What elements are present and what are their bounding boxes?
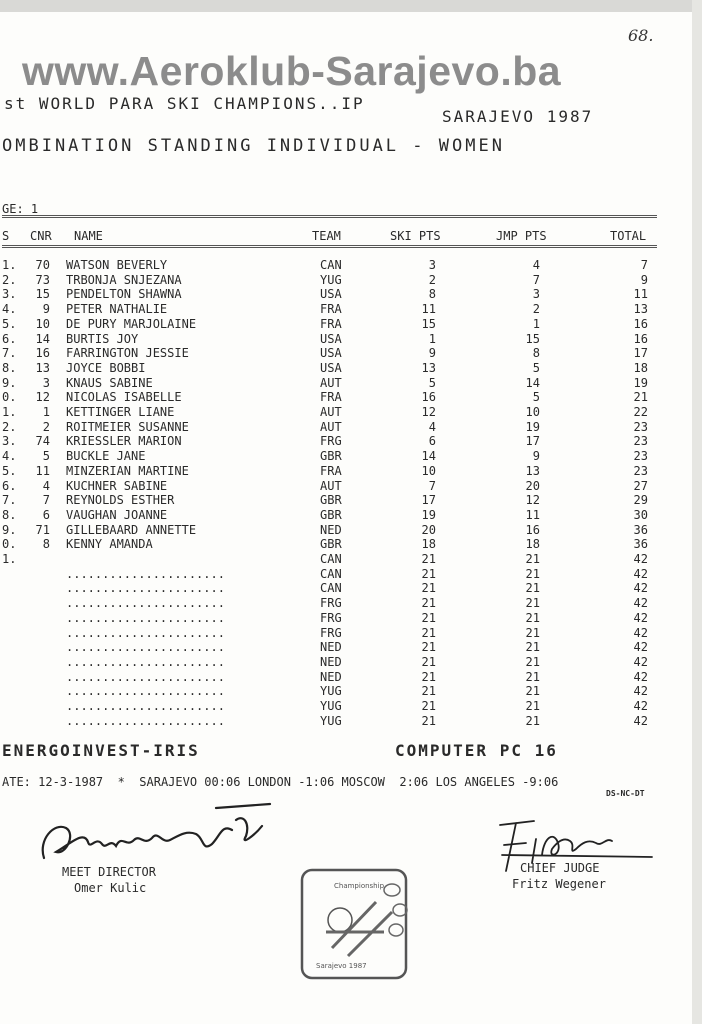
row-total: 36 bbox=[633, 537, 648, 552]
row-team: NED bbox=[320, 522, 342, 537]
rule-top bbox=[2, 215, 657, 218]
table-row bbox=[0, 655, 702, 670]
row-team: NED bbox=[320, 654, 342, 669]
col-header-pos: S bbox=[2, 229, 10, 243]
row-team: CAN bbox=[320, 552, 342, 566]
row-name: ...................... bbox=[66, 596, 225, 611]
row-jmp-pts: 21 bbox=[525, 699, 540, 713]
row-ski-pts: 9 bbox=[428, 346, 436, 361]
table-row bbox=[0, 287, 702, 302]
row-total: 21 bbox=[633, 390, 648, 405]
row-total: 19 bbox=[633, 375, 648, 390]
row-name: VAUGHAN JOANNE bbox=[66, 507, 168, 522]
row-pos: 4. bbox=[2, 302, 17, 317]
row-team: GBR bbox=[320, 507, 342, 522]
row-ski-pts: 19 bbox=[421, 507, 436, 522]
col-header-cnr: CNR bbox=[30, 229, 52, 243]
row-jmp-pts: 17 bbox=[525, 434, 540, 449]
row-pos: 3. bbox=[2, 434, 17, 449]
row-name: REYNOLDS ESTHER bbox=[66, 493, 175, 508]
row-total: 27 bbox=[633, 478, 648, 493]
row-pos: 6. bbox=[2, 478, 17, 493]
row-ski-pts: 14 bbox=[421, 449, 436, 464]
row-name: FARRINGTON JESSIE bbox=[66, 346, 189, 361]
row-team: YUG bbox=[320, 272, 342, 287]
table-row bbox=[0, 361, 702, 376]
row-ski-pts: 21 bbox=[421, 699, 436, 713]
meet-director-title: MEET DIRECTOR bbox=[62, 865, 156, 879]
row-jmp-pts: 21 bbox=[525, 640, 540, 655]
table-row bbox=[0, 390, 702, 405]
row-team: CAN bbox=[320, 581, 342, 596]
row-total: 16 bbox=[633, 331, 648, 346]
row-ski-pts: 13 bbox=[421, 360, 436, 375]
row-name: ...................... bbox=[66, 581, 225, 596]
row-total: 42 bbox=[633, 713, 648, 728]
row-cnr: 13 bbox=[35, 360, 50, 375]
row-ski-pts: 2 bbox=[428, 272, 436, 287]
row-name: GILLEBAARD ANNETTE bbox=[66, 522, 197, 537]
row-total: 9 bbox=[640, 272, 648, 287]
codes: DS-NC-DT bbox=[606, 789, 645, 798]
row-total: 23 bbox=[633, 434, 648, 449]
row-cnr: 14 bbox=[35, 331, 50, 346]
row-team: GBR bbox=[320, 493, 342, 508]
row-jmp-pts: 4 bbox=[532, 258, 540, 272]
row-total: 30 bbox=[633, 507, 648, 522]
row-pos: 1. bbox=[2, 552, 17, 566]
table-row bbox=[0, 640, 702, 655]
row-cnr: 9 bbox=[42, 302, 50, 317]
row-total: 7 bbox=[640, 258, 648, 272]
table-row bbox=[0, 434, 702, 449]
table-row bbox=[0, 670, 702, 685]
row-name: TRBONJA SNJEZANA bbox=[66, 272, 182, 287]
table-row bbox=[0, 699, 702, 714]
row-ski-pts: 3 bbox=[428, 258, 436, 272]
table-row bbox=[0, 581, 702, 596]
page-label: GE: 1 bbox=[2, 202, 39, 216]
row-ski-pts: 17 bbox=[421, 493, 436, 508]
footer-sponsor: ENERGOINVEST-IRIS bbox=[2, 741, 200, 760]
row-name: ...................... bbox=[66, 625, 225, 640]
row-ski-pts: 21 bbox=[421, 669, 436, 684]
row-team: FRG bbox=[320, 625, 342, 640]
row-team: FRG bbox=[320, 434, 342, 449]
row-cnr: 8 bbox=[42, 537, 50, 552]
row-cnr: 74 bbox=[35, 434, 50, 449]
col-header-total: TOTAL bbox=[610, 229, 647, 243]
row-jmp-pts: 21 bbox=[525, 684, 540, 699]
row-ski-pts: 20 bbox=[421, 522, 436, 537]
row-ski-pts: 18 bbox=[421, 537, 436, 552]
row-ski-pts: 21 bbox=[421, 684, 436, 699]
row-jmp-pts: 20 bbox=[525, 478, 540, 493]
row-pos: 2. bbox=[2, 419, 17, 434]
row-team: AUT bbox=[320, 419, 342, 434]
row-cnr: 1 bbox=[42, 405, 50, 419]
row-name: ...................... bbox=[66, 669, 225, 684]
row-pos: 4. bbox=[2, 449, 17, 464]
row-total: 42 bbox=[633, 566, 648, 581]
table-row bbox=[0, 332, 702, 347]
row-team: FRA bbox=[320, 316, 342, 331]
row-team: USA bbox=[320, 287, 342, 302]
row-pos: 8. bbox=[2, 360, 17, 375]
row-jmp-pts: 15 bbox=[525, 331, 540, 346]
row-total: 42 bbox=[633, 581, 648, 596]
row-name: ...................... bbox=[66, 699, 225, 713]
row-name: MINZERIAN MARTINE bbox=[66, 463, 189, 478]
row-total: 42 bbox=[633, 699, 648, 713]
page-number: 68. bbox=[628, 26, 654, 45]
row-ski-pts: 8 bbox=[428, 287, 436, 302]
row-cnr: 3 bbox=[42, 375, 50, 390]
row-team: NED bbox=[320, 640, 342, 655]
row-name: BUCKLE JANE bbox=[66, 449, 146, 464]
row-name: KRIESSLER MARION bbox=[66, 434, 182, 449]
row-team: FRA bbox=[320, 390, 342, 405]
row-jmp-pts: 8 bbox=[532, 346, 540, 361]
row-jmp-pts: 16 bbox=[525, 522, 540, 537]
table-row bbox=[0, 258, 702, 273]
row-ski-pts: 5 bbox=[428, 375, 436, 390]
row-team: FRA bbox=[320, 302, 342, 317]
stamp-text-bottom: Sarajevo 1987 bbox=[316, 962, 367, 970]
table-row bbox=[0, 376, 702, 391]
table-row bbox=[0, 611, 702, 626]
row-total: 42 bbox=[633, 552, 648, 566]
row-ski-pts: 21 bbox=[421, 566, 436, 581]
row-jmp-pts: 12 bbox=[525, 493, 540, 508]
row-cnr: 4 bbox=[42, 478, 50, 493]
row-team: CAN bbox=[320, 258, 342, 272]
row-name: ...................... bbox=[66, 610, 225, 625]
row-total: 42 bbox=[633, 610, 648, 625]
row-cnr: 12 bbox=[35, 390, 50, 405]
table-row bbox=[0, 317, 702, 332]
row-total: 36 bbox=[633, 522, 648, 537]
row-ski-pts: 21 bbox=[421, 596, 436, 611]
row-jmp-pts: 21 bbox=[525, 654, 540, 669]
row-jmp-pts: 21 bbox=[525, 669, 540, 684]
row-total: 42 bbox=[633, 684, 648, 699]
table-row bbox=[0, 479, 702, 494]
row-pos: 7. bbox=[2, 346, 17, 361]
row-name: KENNY AMANDA bbox=[66, 537, 153, 552]
table-row bbox=[0, 508, 702, 523]
row-pos: 1. bbox=[2, 258, 17, 272]
row-jmp-pts: 21 bbox=[525, 596, 540, 611]
col-header-ski: SKI PTS bbox=[390, 229, 441, 243]
row-ski-pts: 10 bbox=[421, 463, 436, 478]
row-team: USA bbox=[320, 346, 342, 361]
row-name: JOYCE BOBBI bbox=[66, 360, 146, 375]
table-row bbox=[0, 464, 702, 479]
footer-computer: COMPUTER PC 16 bbox=[395, 741, 558, 760]
row-jmp-pts: 5 bbox=[532, 390, 540, 405]
row-ski-pts: 16 bbox=[421, 390, 436, 405]
row-name: PENDELTON SHAWNA bbox=[66, 287, 182, 302]
row-team: FRG bbox=[320, 610, 342, 625]
row-name: KUCHNER SABINE bbox=[66, 478, 168, 493]
row-jmp-pts: 14 bbox=[525, 375, 540, 390]
row-pos: 6. bbox=[2, 331, 17, 346]
row-name: ...................... bbox=[66, 713, 225, 728]
table-row bbox=[0, 273, 702, 288]
row-name: KNAUS SABINE bbox=[66, 375, 153, 390]
row-ski-pts: 12 bbox=[421, 405, 436, 419]
row-jmp-pts: 2 bbox=[532, 302, 540, 317]
row-total: 11 bbox=[633, 287, 648, 302]
date-line: ATE: 12-3-1987 * SARAJEVO 00:06 LONDON -1:06 MOSCOW 2:06 LOS ANGELES -9:06 bbox=[2, 775, 559, 789]
meet-director-signature bbox=[36, 800, 296, 870]
table-row bbox=[0, 626, 702, 641]
table-row bbox=[0, 596, 702, 611]
row-name: PETER NATHALIE bbox=[66, 302, 168, 317]
chief-judge-name: Fritz Wegener bbox=[512, 877, 606, 891]
row-cnr: 73 bbox=[35, 272, 50, 287]
table-row bbox=[0, 714, 702, 729]
title-location-year: SARAJEVO 1987 bbox=[442, 107, 594, 126]
stamp-text-top: Championship bbox=[334, 882, 385, 890]
row-total: 23 bbox=[633, 419, 648, 434]
row-team: AUT bbox=[320, 478, 342, 493]
row-team: YUG bbox=[320, 713, 342, 728]
col-header-jmp: JMP PTS bbox=[496, 229, 547, 243]
scan-top-edge bbox=[0, 0, 702, 12]
row-name: BURTIS JOY bbox=[66, 331, 139, 346]
row-ski-pts: 21 bbox=[421, 625, 436, 640]
row-jmp-pts: 11 bbox=[525, 507, 540, 522]
chief-judge-title: CHIEF JUDGE bbox=[520, 861, 600, 875]
row-cnr: 6 bbox=[42, 507, 50, 522]
row-total: 42 bbox=[633, 654, 648, 669]
table-row bbox=[0, 420, 702, 435]
row-pos: 7. bbox=[2, 493, 17, 508]
row-name: ROITMEIER SUSANNE bbox=[66, 419, 189, 434]
row-team: USA bbox=[320, 360, 342, 375]
row-total: 29 bbox=[633, 493, 648, 508]
table-row bbox=[0, 552, 702, 567]
row-cnr: 7 bbox=[42, 493, 50, 508]
row-ski-pts: 4 bbox=[428, 419, 436, 434]
row-team: NED bbox=[320, 669, 342, 684]
row-ski-pts: 21 bbox=[421, 640, 436, 655]
row-pos: 3. bbox=[2, 287, 17, 302]
row-jmp-pts: 1 bbox=[532, 316, 540, 331]
row-pos: 1. bbox=[2, 405, 17, 419]
rule-header bbox=[2, 245, 657, 248]
row-pos: 9. bbox=[2, 375, 17, 390]
table-row bbox=[0, 523, 702, 538]
row-name: ...................... bbox=[66, 640, 225, 655]
title-event: st WORLD PARA SKI CHAMPIONS..IP bbox=[4, 94, 365, 113]
table-row bbox=[0, 405, 702, 420]
row-jmp-pts: 21 bbox=[525, 566, 540, 581]
row-cnr: 70 bbox=[35, 258, 50, 272]
table-row bbox=[0, 567, 702, 582]
row-cnr: 16 bbox=[35, 346, 50, 361]
row-name: ...................... bbox=[66, 566, 225, 581]
row-total: 23 bbox=[633, 449, 648, 464]
table-row bbox=[0, 449, 702, 464]
row-pos: 5. bbox=[2, 463, 17, 478]
row-jmp-pts: 9 bbox=[532, 449, 540, 464]
table-row bbox=[0, 346, 702, 361]
row-jmp-pts: 10 bbox=[525, 405, 540, 419]
row-name: WATSON BEVERLY bbox=[66, 258, 168, 272]
row-total: 42 bbox=[633, 640, 648, 655]
row-cnr: 71 bbox=[35, 522, 50, 537]
row-total: 22 bbox=[633, 405, 648, 419]
row-jmp-pts: 3 bbox=[532, 287, 540, 302]
row-total: 42 bbox=[633, 596, 648, 611]
row-team: YUG bbox=[320, 684, 342, 699]
row-total: 17 bbox=[633, 346, 648, 361]
row-team: CAN bbox=[320, 566, 342, 581]
row-jmp-pts: 7 bbox=[532, 272, 540, 287]
table-row bbox=[0, 537, 702, 552]
row-cnr: 5 bbox=[42, 449, 50, 464]
row-jmp-pts: 19 bbox=[525, 419, 540, 434]
row-cnr: 10 bbox=[35, 316, 50, 331]
row-jmp-pts: 21 bbox=[525, 552, 540, 566]
row-ski-pts: 15 bbox=[421, 316, 436, 331]
row-jmp-pts: 21 bbox=[525, 625, 540, 640]
row-name: DE PURY MARJOLAINE bbox=[66, 316, 197, 331]
row-jmp-pts: 18 bbox=[525, 537, 540, 552]
row-cnr: 2 bbox=[42, 419, 50, 434]
row-pos: 2. bbox=[2, 272, 17, 287]
row-ski-pts: 21 bbox=[421, 610, 436, 625]
row-ski-pts: 6 bbox=[428, 434, 436, 449]
row-ski-pts: 7 bbox=[428, 478, 436, 493]
row-total: 18 bbox=[633, 360, 648, 375]
row-total: 13 bbox=[633, 302, 648, 317]
title-standings: OMBINATION STANDING INDIVIDUAL - WOMEN bbox=[2, 136, 505, 156]
row-total: 23 bbox=[633, 463, 648, 478]
row-team: AUT bbox=[320, 405, 342, 419]
col-header-team: TEAM bbox=[312, 229, 341, 243]
row-team: FRA bbox=[320, 463, 342, 478]
col-header-name: NAME bbox=[74, 229, 103, 243]
row-cnr: 11 bbox=[35, 463, 50, 478]
row-total: 16 bbox=[633, 316, 648, 331]
row-jmp-pts: 21 bbox=[525, 581, 540, 596]
row-pos: 0. bbox=[2, 390, 17, 405]
row-ski-pts: 21 bbox=[421, 713, 436, 728]
row-name: NICOLAS ISABELLE bbox=[66, 390, 182, 405]
row-ski-pts: 21 bbox=[421, 581, 436, 596]
row-pos: 8. bbox=[2, 507, 17, 522]
row-jmp-pts: 21 bbox=[525, 713, 540, 728]
row-pos: 5. bbox=[2, 316, 17, 331]
row-team: FRG bbox=[320, 596, 342, 611]
row-total: 42 bbox=[633, 669, 648, 684]
row-pos: 9. bbox=[2, 522, 17, 537]
row-ski-pts: 21 bbox=[421, 552, 436, 566]
row-name: KETTINGER LIANE bbox=[66, 405, 175, 419]
row-team: GBR bbox=[320, 537, 342, 552]
row-jmp-pts: 5 bbox=[532, 360, 540, 375]
table-row bbox=[0, 684, 702, 699]
championship-stamp bbox=[296, 862, 416, 988]
row-jmp-pts: 21 bbox=[525, 610, 540, 625]
row-name: ...................... bbox=[66, 654, 225, 669]
meet-director-name: Omer Kulic bbox=[74, 881, 147, 895]
row-team: USA bbox=[320, 331, 342, 346]
row-total: 42 bbox=[633, 625, 648, 640]
row-ski-pts: 21 bbox=[421, 654, 436, 669]
row-name: ...................... bbox=[66, 684, 225, 699]
row-team: AUT bbox=[320, 375, 342, 390]
row-team: GBR bbox=[320, 449, 342, 464]
row-ski-pts: 11 bbox=[421, 302, 436, 317]
row-ski-pts: 1 bbox=[428, 331, 436, 346]
table-row bbox=[0, 493, 702, 508]
row-jmp-pts: 13 bbox=[525, 463, 540, 478]
row-cnr: 15 bbox=[35, 287, 50, 302]
table-row bbox=[0, 302, 702, 317]
row-team: YUG bbox=[320, 699, 342, 713]
row-pos: 0. bbox=[2, 537, 17, 552]
watermark: www.Aeroklub-Sarajevo.ba bbox=[22, 48, 562, 94]
